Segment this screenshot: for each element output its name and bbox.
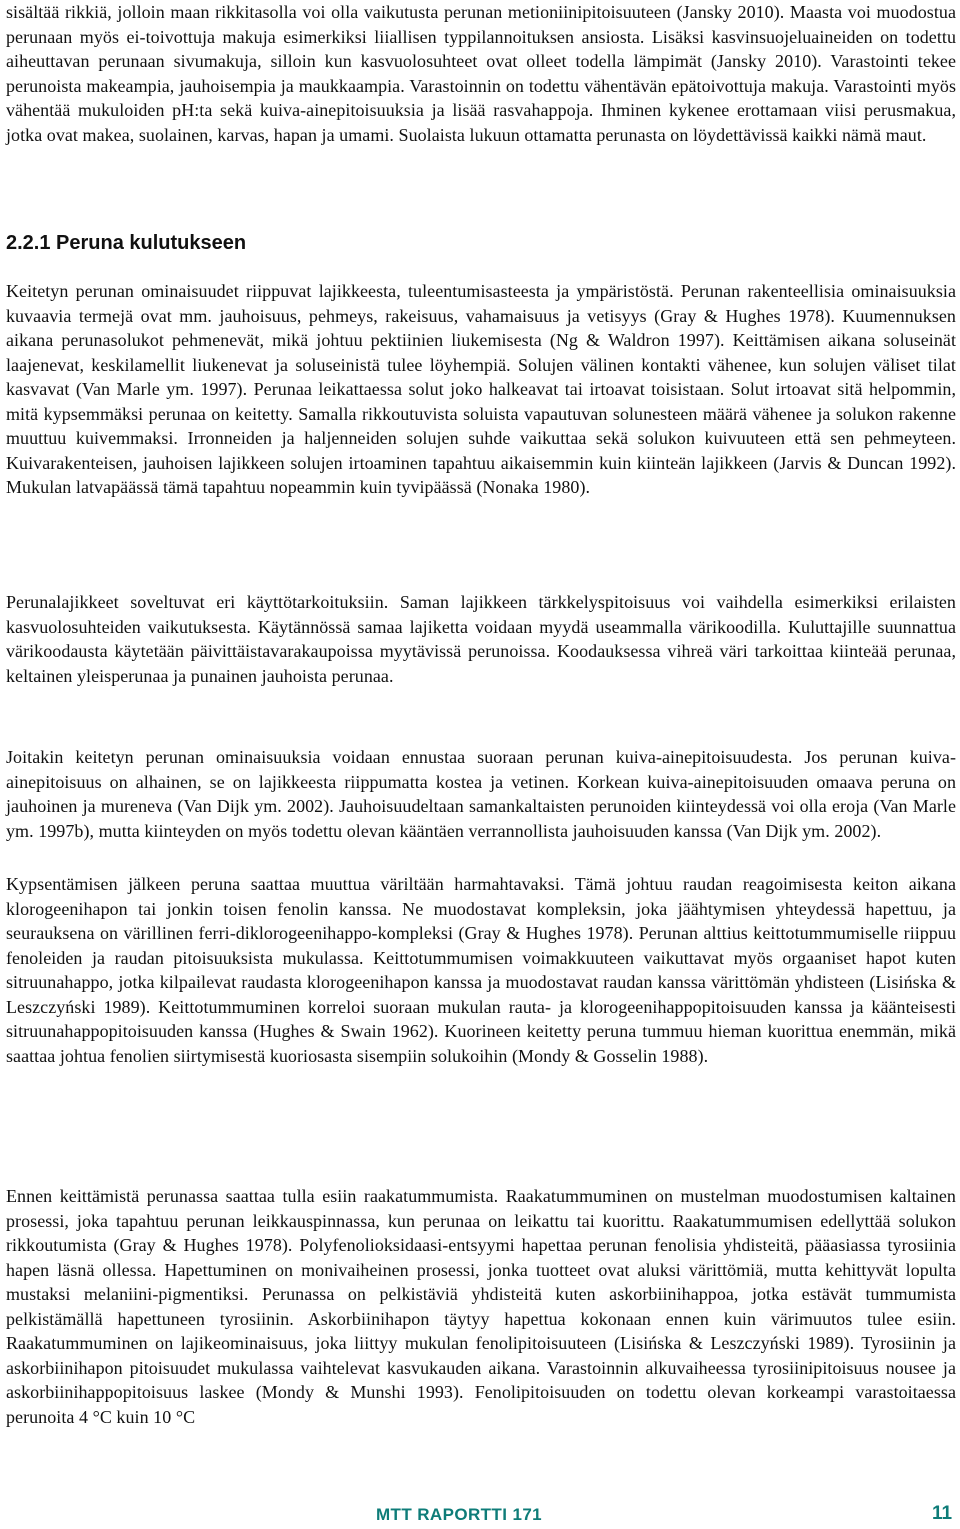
paragraph-after-cooking-darkening: Kypsentämisen jälkeen peruna saattaa muuttua väriltään harmahtavaksi. Tämä johtuu raudan reagoimisesta keiton aikana klorogeenihapon tai jonkin toisen fenolin kanssa. Ne muodostavat kompleksin, joka jäähtymisen yhteydessä hapettuu, ja seurauksena on värillinen ferri-diklorogeenihappo-kompleksi (Gray & Hughes 1978). Perunan alttius keittotummumiselle riippuu fenoleiden ja raudan pitoisuuksista mukulassa. Keittotummumisen voimakkuuteen vaikuttavat myös orgaaniset hapot kuten sitruunahappo, jotka kilpailevat raudasta klorogeenihapon kanssa ja muodostavat raudan kanssa värittömän yhdisteen (Lisińska & Leszczyński 1989). Keittotummuminen korreloi suoraan mukulan rauta- ja klorogeenihappopitoisuuden kanssa ja käänteisesti sitruunahappopitoisuuden kanssa (Hughes & Swain 1962). Kuorineen keitetty peruna tummuu hieman kuorittua enemmän, mikä saattaa johtua fenolien siirtymisestä kuoriosasta sisempiin solukoihin (Mondy & Gosselin 1988). [6, 874, 956, 1066]
page-number: 11 [932, 1503, 953, 1524]
paragraph-flavor-factors: sisältää rikkiä, jolloin maan rikkitasolla voi olla vaikutusta perunan metioniinipitoisuuteen (Jansky 2010). Maasta voi muodostua perunaan myös ei-toivottuja makuja esimerkiksi liiallisen typpilannoituksen ansiosta. Lisäksi kasvinsuojeluaineiden on todettu aiheuttavan perunaan sivumakuja, silloin kun kasvuolosuhteet ovat olleet todella lämpimät (Jansky 2010). Varastointi tekee perunoista makeampia, jauhoisempia ja maukkaampia. Varastoinnin on todettu vähentävän epätoivottuja makuja. Varastointi myös vähentää mukuloiden pH:ta sekä kuiva-ainepitoisuuksia ja lisää rasvahappoja. Ihminen kykenee erottamaan viisi perusmakua, jotka ovat makea, suolainen, karvas, hapan ja umami. Suolaista lukuun ottamatta perunasta on löydettävissä kaikki nämä maut. [6, 2, 956, 145]
paragraph-enzymatic-browning: Ennen keittämistä perunassa saattaa tulla esiin raakatummumista. Raakatummuminen on mustelman muodostumisen kaltainen prosessi, joka tapahtuu perunan leikkauspinnassa, kun perunaa on leikattu tai kuorittu. Raakatummumisen edellyttää solukon rikkoutumista (Gray & Hughes 1978). Polyfenolioksidaasi-entsyymi hapettaa perunan fenolisia yhdisteitä, pääasiassa tyrosiinia hapen läsnä ollessa. Hapettuminen on monivaiheinen prosessi, jonka tuotteet ovat aluksi värittömiä, mutta kehittyvät lopulta mustaksi melaniini-pigmentiksi. Perunassa on pelkistäviä yhdisteitä kuten askorbiinihappoa, jotka estävät tummumista pelkistämällä hapettuneen tyrosiinin. Askorbiinihapon täytyy hapettua kokonaan ennen kuin värimuutos tulee esiin. Raakatummuminen on lajikeominaisuus, joka liittyy mukulan fenolipitoisuuteen (Lisińska & Leszczyński 1989). Tyrosiinin ja askorbiinihapon pitoisuudet mukulassa vaihtelevat kasvukauden aikana. Varastoinnin alkuvaiheessa tyrosiinipitoisuus nousee ja askorbiinihappopitoisuus laskee (Mondy & Munshi 1993). Fenolipitoisuuden on todettu olevan korkeampi varastoitaessa perunoita 4 °C kuin 10 °C [6, 1186, 956, 1427]
paragraph-dry-matter: Joitakin keitetyn perunan ominaisuuksia voidaan ennustaa suoraan perunan kuiva-ainepitoisuudesta. Jos perunan kuiva-ainepitoisuus on alhainen, se on lajikkeesta riippumatta kostea ja vetinen. Korkean kuiva-ainepitoisuuden omaava peruna on jauhoinen ja mureneva (Van Dijk ym. 2002). Jauhoisuudeltaan samankaltaisten perunoiden kiinteydessä voi olla eroja (Van Marle ym. 1997b), mutta kiinteyden on myös todettu olevan kääntäen verrannollista jauhoisuuden kanssa (Van Dijk ym. 2002). [6, 747, 956, 841]
footer-series-title: MTT RAPORTTI 171 [376, 1505, 543, 1524]
section-heading: 2.2.1 Peruna kulutukseen [6, 232, 247, 254]
paragraph-cooked-texture: Keitetyn perunan ominaisuudet riippuvat lajikkeesta, tuleentumisasteesta ja ympäristöstä. Perunan rakenteellisia ominaisuuksia kuvaavia termejä ovat mm. jauhoisuus, pehmeys, rakeisuus, vahamaisuus ja vetisyys (Gray & Hughes 1978). Kuumennuksen aikana perunasolukot pehmenevät, mikä johtuu pektiinien liukemisesta (Ng & Waldron 1997). Keittämisen aikana soluseinät laajenevat, keskilamellit liukenevat ja soluseinistä tulee löyhempiä. Solujen välinen kontakti vähenee, kun solujen väliset tilat kasvavat (Van Marle ym. 1997). Perunaa leikattaessa solut joko halkeavat tai irtoavat toisistaan. Solut irtoavat sitä helpommin, mitä kypsemmäksi perunaa on keitetty. Samalla rikkoutuvista soluista vapautuvan solunesteen määrä vähenee ja solukon rakenne muuttuu kuivemmaksi. Irronneiden ja haljenneiden solujen suhde vaikuttaa sekä solukon kuivuuteen että sen pehmeyteen. Kuivarakenteisen, jauhoisen lajikkeen solujen irtoaminen tapahtuu aikaisemmin kuin kiinteän lajikkeen (Jarvis & Duncan 1992). Mukulan latvapäässä tämä tapahtuu nopeammin kuin tyvipäässä (Nonaka 1980). [6, 281, 956, 497]
paragraph-variety-color-coding: Perunalajikkeet soveltuvat eri käyttötarkoituksiin. Saman lajikkeen tärkkelyspitoisuus voi vaihdella esimerkiksi erilaisten kasvuolosuhteiden vaikutuksesta. Käytännössä samaa lajiketta voidaan myydä useammalla värikoodilla. Kuluttajille suunnattua värikoodausta käytetään päivittäistavarakaupoissa myytävissä perunoissa. Koodauksessa vihreä väri tarkoittaa kiinteää perunaa, keltainen yleisperunaa ja punainen jauhoista perunaa. [6, 592, 956, 686]
